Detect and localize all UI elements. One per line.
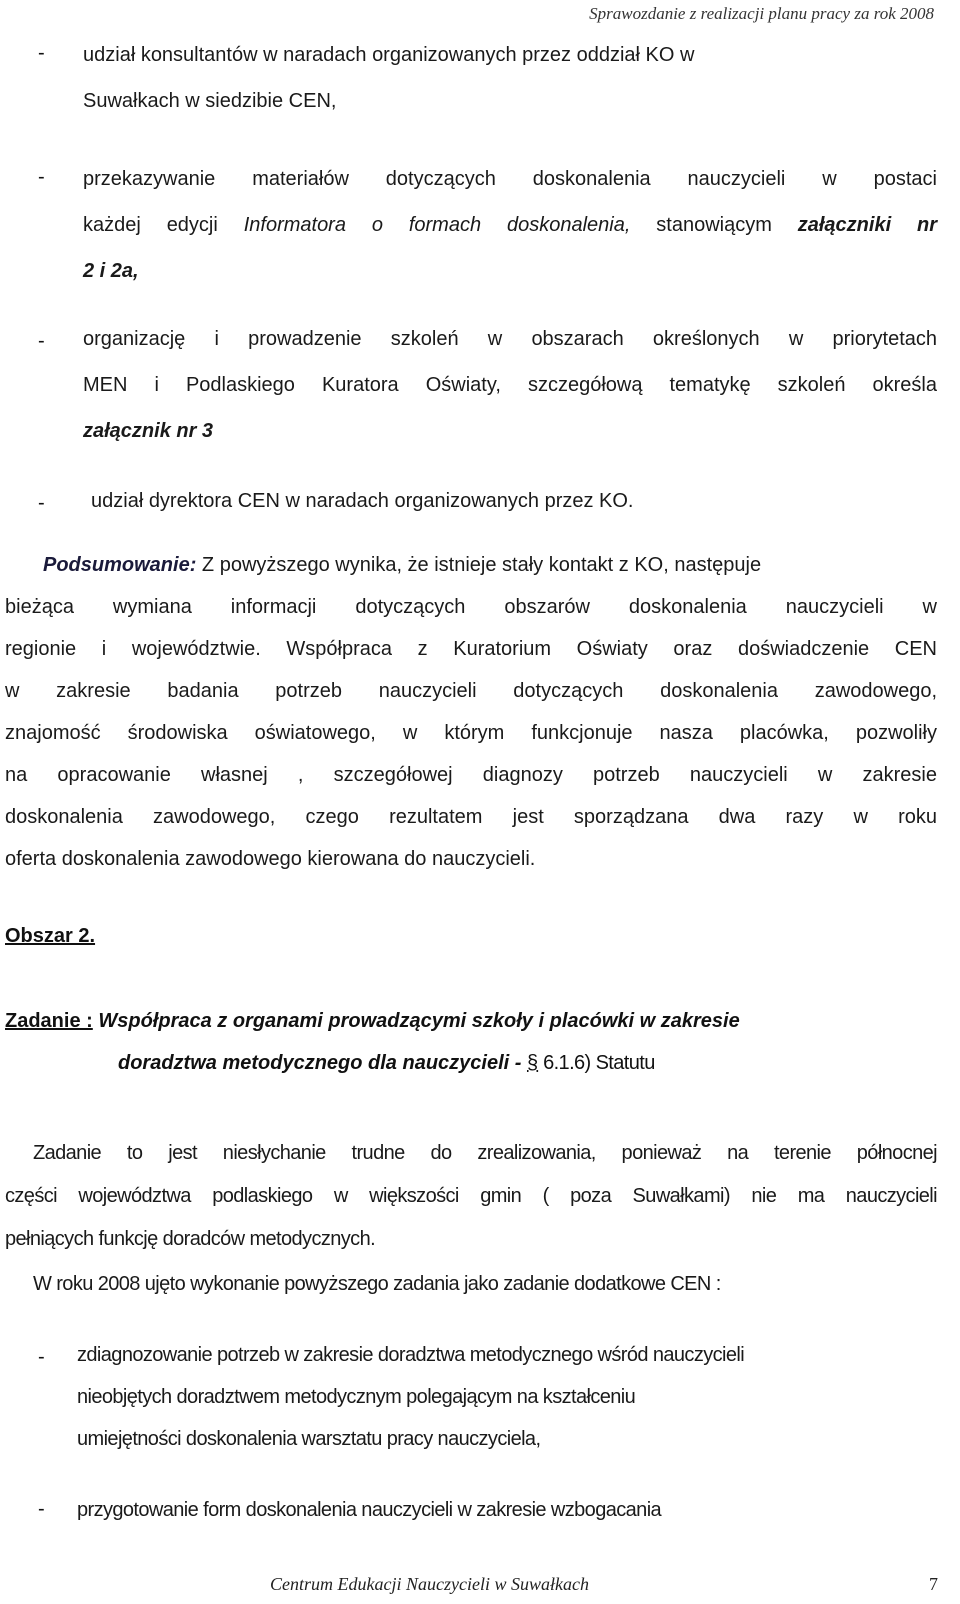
- bullet-dash: -: [38, 1498, 45, 1520]
- bullet-item: [83, 316, 937, 454]
- bullet-line: organizację i prowadzenie szkoleń w obszarach określonych w priorytetach: [83, 328, 937, 350]
- footer-org: Centrum Edukacji Nauczycieli w Suwałkach: [270, 1574, 589, 1594]
- bullet-dash: -: [38, 42, 45, 64]
- text-span: każdej edycji: [83, 214, 244, 236]
- text-span: stanowiącym: [630, 214, 798, 236]
- attachment-ref: załączniki nr: [797, 214, 938, 236]
- task-heading-line: [5, 1000, 740, 1042]
- summary-line: oferta doskonalenia zawodowego kierowana do nauczycieli.: [5, 848, 536, 870]
- bullet-line: MEN i Podlaskiego Kuratora Oświaty, szczegółową tematykę szkoleń określa: [83, 374, 937, 396]
- summary-line: znajomość środowiska oświatowego, w którym funkcjonuje nasza placówka, pozwoliły: [5, 722, 937, 744]
- task-body: [5, 1132, 937, 1306]
- bullet-line: [83, 248, 937, 294]
- statute-ref: 6.1.6) Statutu: [538, 1052, 655, 1074]
- body-line: Zadanie to jest niesłychanie trudne do zrealizowania, ponieważ na terenie północnej: [33, 1142, 937, 1164]
- section-sign: §: [526, 1052, 539, 1074]
- bullet-line: zdiagnozowanie potrzeb w zakresie doradztwa metodycznego wśród nauczycieli: [77, 1344, 745, 1366]
- bullet-line: udział dyrektora CEN w naradach organizowanych przez KO.: [91, 490, 634, 512]
- section-title: Obszar 2.: [5, 925, 96, 947]
- text-span: Z powyższego wynika, że istnieje stały kontakt z KO, następuje: [201, 554, 762, 576]
- bullet-item: [77, 1487, 661, 1533]
- summary-line: regionie i województwie. Współpraca z Kuratorium Oświaty oraz doświadczenie CEN: [5, 638, 937, 660]
- bullet-dash: -: [38, 166, 45, 188]
- bullet-dash: -: [38, 330, 45, 352]
- summary-line: [5, 544, 937, 586]
- attachment-ref: 2 i 2a,: [83, 260, 139, 282]
- bullet-item: [83, 156, 937, 294]
- page-footer: [270, 1574, 940, 1595]
- summary-line: bieżąca wymiana informacji dotyczących obszarów doskonalenia nauczycieli w: [5, 596, 937, 618]
- bullet-item: [77, 1334, 744, 1460]
- summary-line: na opracowanie własnej , szczegółowej diagnozy potrzeb nauczycieli w zakresie: [5, 764, 937, 786]
- task-heading: [5, 1000, 740, 1084]
- bullet-dash: -: [38, 1346, 45, 1368]
- attachment-ref: załącznik nr 3: [83, 420, 214, 442]
- bullet-item: [91, 478, 633, 524]
- summary-line: w zakresie badania potrzeb nauczycieli dotyczących doskonalenia zawodowego,: [5, 680, 937, 702]
- bullet-line: przygotowanie form doskonalenia nauczycieli w zakresie wzbogacania: [77, 1499, 662, 1521]
- bullet-line: nieobjętych doradztwem metodycznym polegającym na kształceniu: [77, 1386, 636, 1408]
- summary-line: doskonalenia zawodowego, czego rezultatem jest sporządzana dwa razy w roku: [5, 806, 937, 828]
- running-header: Sprawozdanie z realizacji planu pracy za rok 2008: [589, 4, 934, 23]
- summary-label: Podsumowanie:: [43, 554, 197, 576]
- bullet-line: przekazywanie materiałów dotyczących doskonalenia nauczycieli w postaci: [83, 168, 937, 190]
- task-label: Zadanie :: [5, 1010, 93, 1032]
- bullet-line: Suwałkach w siedzibie CEN,: [83, 90, 337, 112]
- body-line: pełniących funkcję doradców metodycznych.: [5, 1228, 376, 1250]
- bullet-line: [83, 202, 937, 248]
- body-line: W roku 2008 ujęto wykonanie powyższego zadania jako zadanie dodatkowe CEN :: [33, 1273, 721, 1295]
- body-line: części województwa podlaskiego w większości gmin ( poza Suwałkami) nie ma nauczycieli: [5, 1185, 937, 1207]
- bullet-line: umiejętności doskonalenia warsztatu pracy nauczyciela,: [77, 1428, 541, 1450]
- informator-title: Informatora o formach doskonalenia,: [243, 214, 631, 236]
- bullet-line: udział konsultantów w naradach organizowanych przez oddział KO w: [83, 44, 695, 66]
- bullet-dash: -: [38, 492, 45, 514]
- bullet-line: [83, 408, 937, 454]
- task-title: Współpraca z organami prowadzącymi szkoły i placówki w zakresie: [98, 1010, 740, 1032]
- task-title: doradztwa metodycznego dla nauczycieli -: [118, 1052, 527, 1074]
- page-number: 7: [929, 1574, 938, 1594]
- task-heading-line: [5, 1042, 740, 1084]
- summary-paragraph: [5, 544, 937, 880]
- bullet-item: [83, 32, 843, 124]
